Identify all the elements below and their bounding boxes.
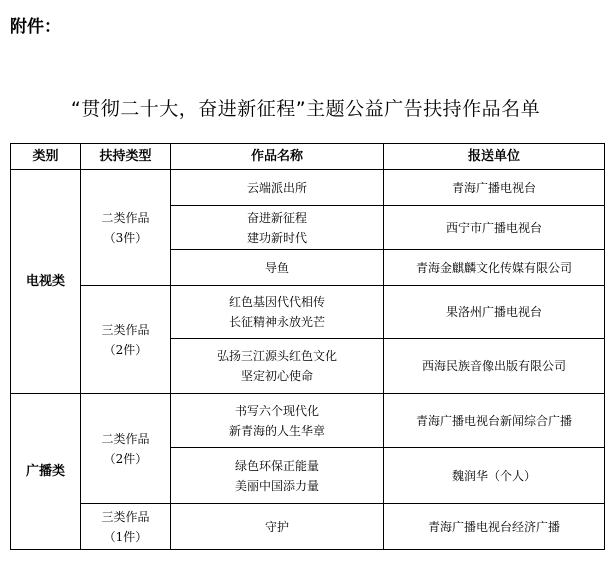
work-name-line: 红色基因代代相传 (228, 295, 325, 309)
unit-cell: 青海广播电视台经济广播 (384, 504, 605, 550)
work-name-cell (171, 339, 384, 394)
support-type-label: 二类作品 (101, 210, 150, 225)
table-row (11, 170, 605, 206)
work-name-line: 守护 (264, 519, 289, 534)
work-name-cell (171, 286, 384, 339)
work-name-line: 弘扬三江源头红色文化 (216, 349, 337, 363)
category-cell: 广播类 (11, 394, 81, 550)
category-cell: 电视类 (11, 170, 81, 394)
unit-cell: 青海金麒麟文化传媒有限公司 (384, 250, 605, 286)
support-type-cell (81, 170, 171, 286)
work-name-cell (171, 170, 384, 206)
work-name-cell (171, 394, 384, 448)
work-name-line: 奋进新征程 (246, 210, 307, 225)
document-title: “贯彻二十大，奋进新征程”主题公益广告扶持作品名单 (70, 98, 541, 120)
header-work-name: 作品名称 (171, 144, 384, 170)
work-name-line: 云端派出所 (246, 180, 307, 195)
support-type-count: （2件） (103, 342, 148, 357)
work-name-line: 绿色环保正能量 (234, 458, 319, 473)
table-row (11, 504, 605, 550)
work-name-cell (171, 206, 384, 250)
unit-cell: 果洛州广播电视台 (384, 286, 605, 339)
work-name-line: 书写六个现代化 (234, 403, 319, 418)
unit-cell: 西海民族音像出版有限公司 (384, 339, 605, 394)
work-name-line: 建功新时代 (246, 230, 307, 245)
work-name-line: 新青海的人生华章 (228, 423, 325, 438)
work-name-cell (171, 504, 384, 550)
support-type-cell (81, 286, 171, 394)
table-row (11, 394, 605, 448)
support-type-count: （3件） (103, 230, 148, 245)
attachment-label: 附件： (10, 17, 61, 37)
unit-cell: 魏润华（个人） (384, 448, 605, 504)
unit-cell: 青海广播电视台 (384, 170, 605, 206)
work-name-cell (171, 448, 384, 504)
table-header-row (11, 144, 605, 170)
support-type-count: （1件） (103, 529, 148, 544)
work-name-line: 导鱼 (264, 260, 289, 275)
work-name-line: 美丽中国添力量 (234, 478, 319, 493)
unit-cell: 西宁市广播电视台 (384, 206, 605, 250)
work-name-line: 坚定初心使命 (240, 369, 313, 383)
support-type-count: （2件） (103, 451, 148, 466)
unit-cell: 青海广播电视台新闻综合广播 (384, 394, 605, 448)
table-row (11, 286, 605, 339)
header-submitting-unit: 报送单位 (384, 144, 605, 170)
work-name-cell (171, 250, 384, 286)
award-table (10, 143, 605, 550)
header-category: 类别 (11, 144, 81, 170)
support-type-label: 二类作品 (101, 431, 150, 446)
support-type-label: 三类作品 (101, 509, 150, 524)
work-name-line: 长征精神永放光芒 (228, 315, 325, 329)
support-type-cell (81, 394, 171, 504)
support-type-label: 三类作品 (101, 322, 150, 337)
support-type-cell (81, 504, 171, 550)
header-support-type: 扶持类型 (81, 144, 171, 170)
